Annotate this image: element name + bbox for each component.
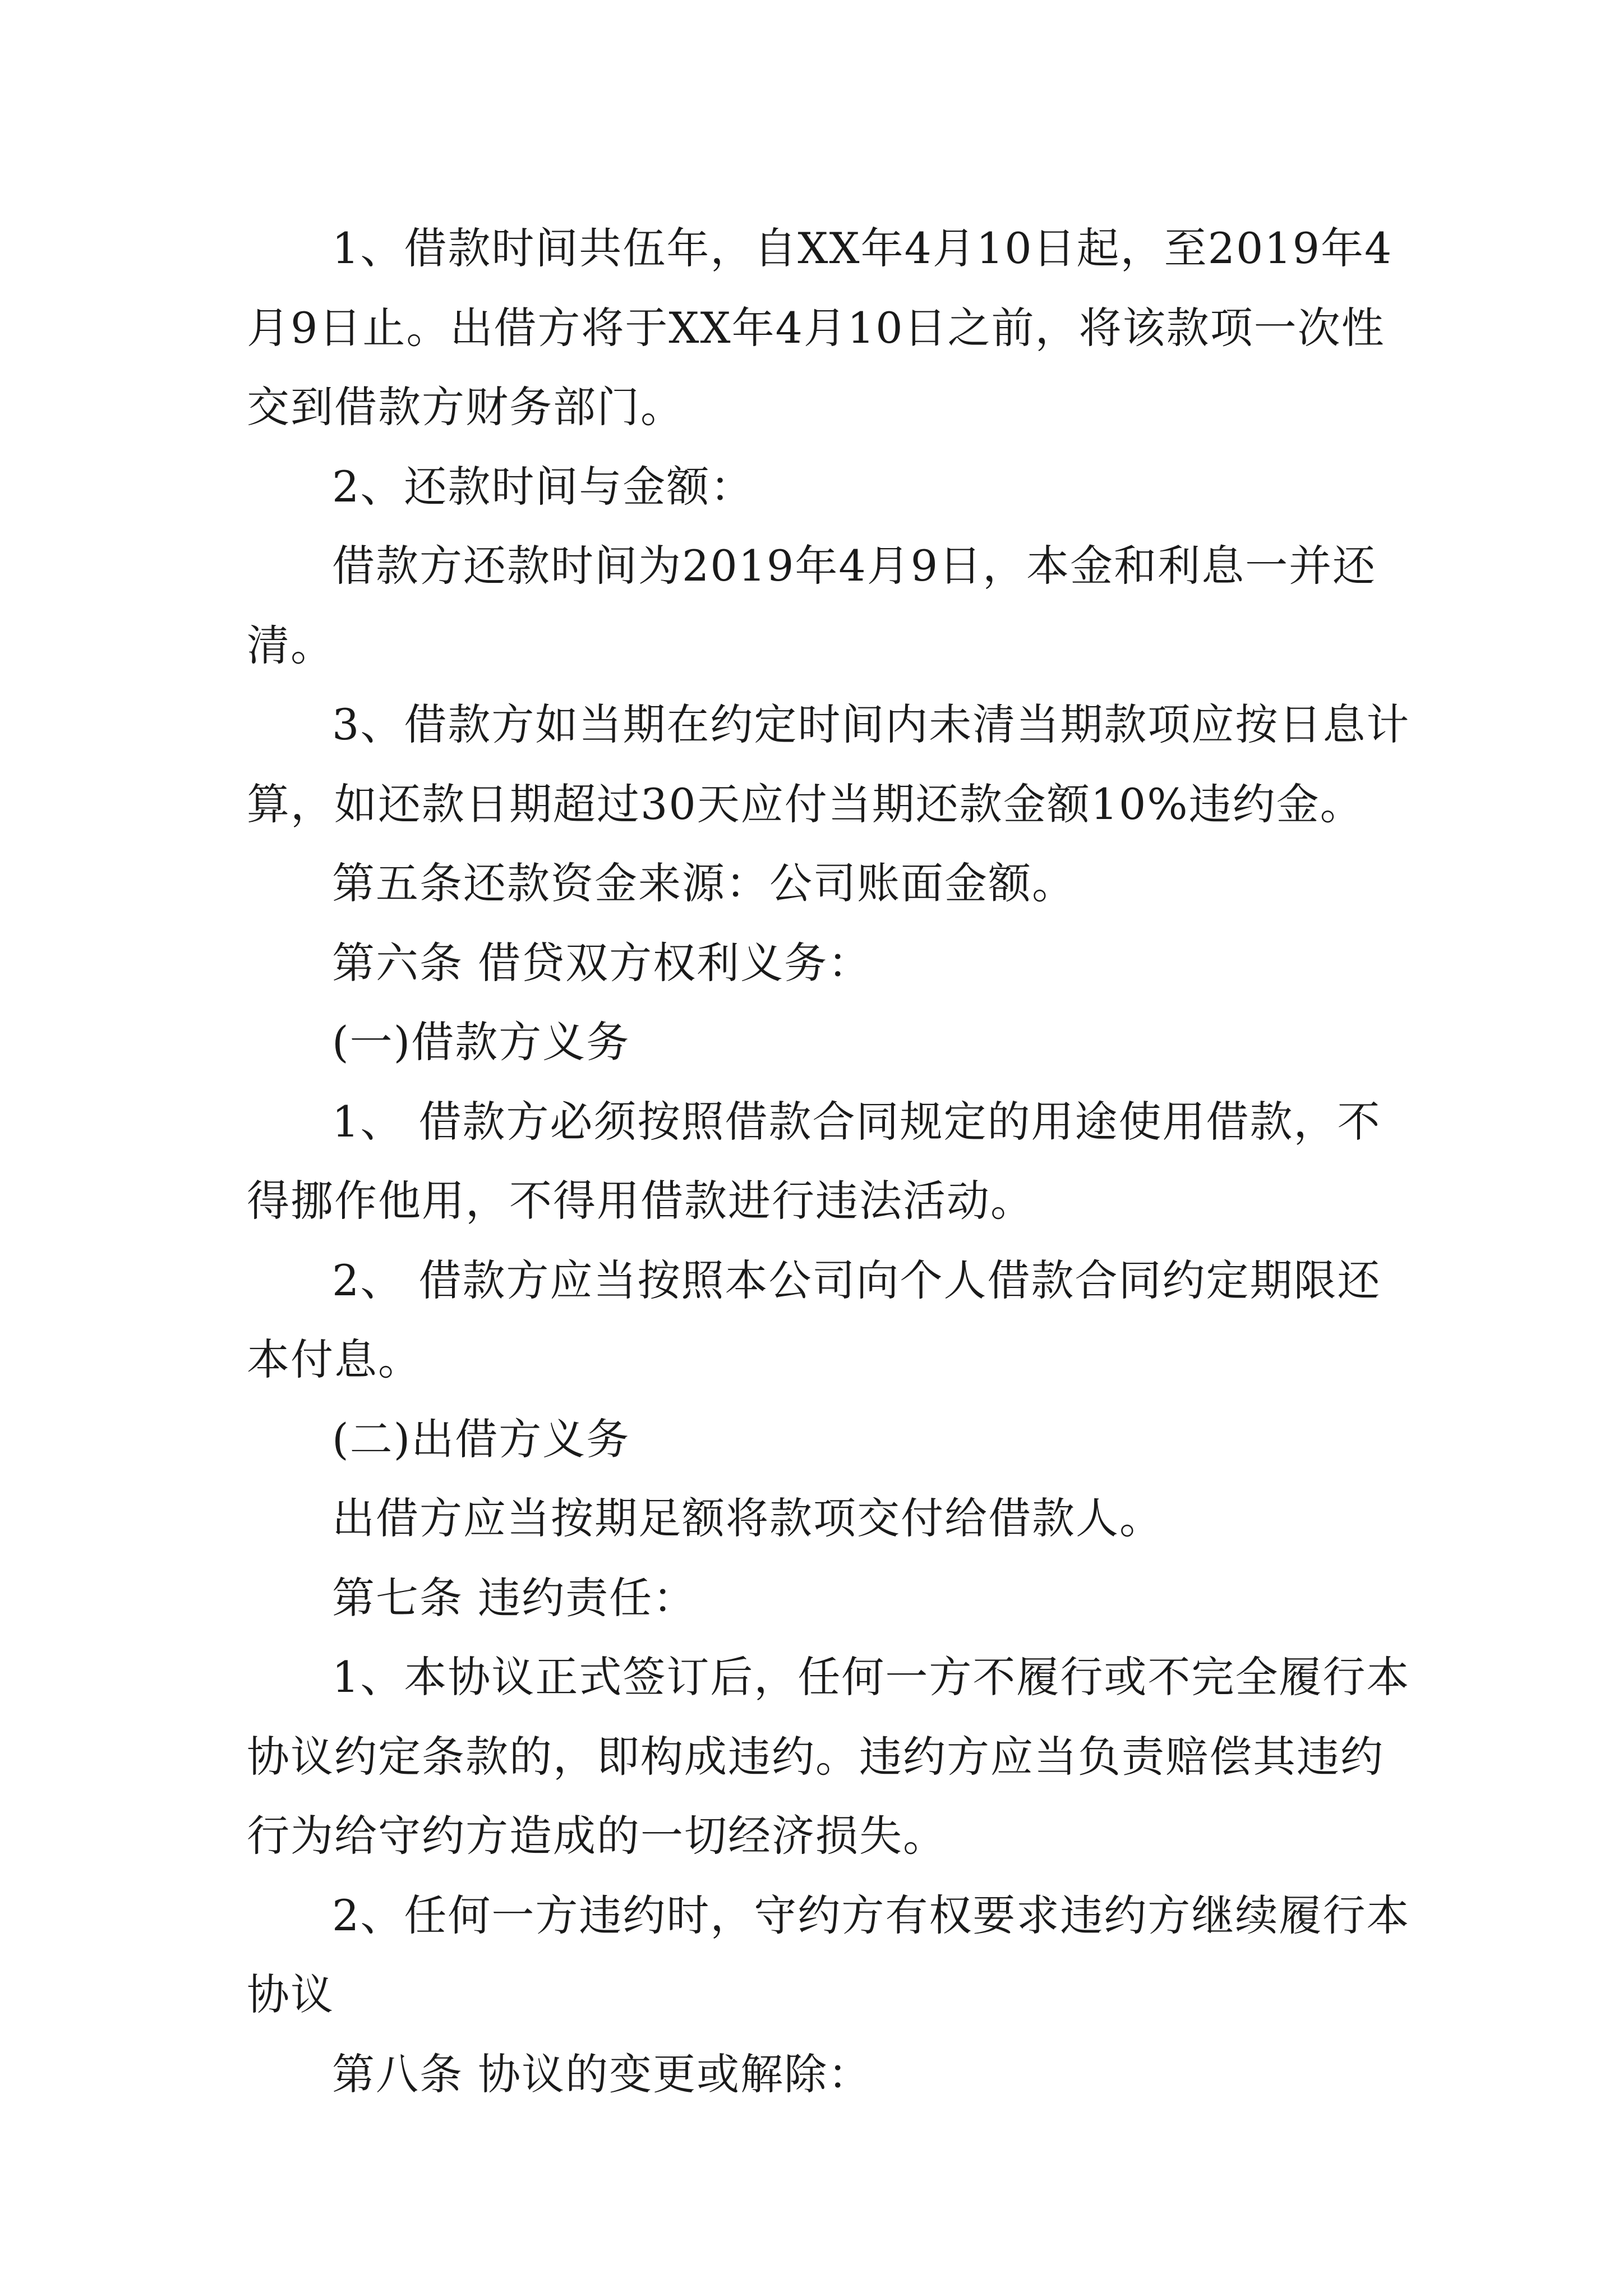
paragraph-lender-duty: 出借方应当按期足额将款项交付给借款人。 — [332, 1493, 1163, 1543]
paragraph-breach-1: 1、本协议正式签订后，任何一方不履行或不完全履行本协议约定条款的，即构成违约。违约方应当负责赔偿其违约行为给守约方造成的一切经济损失。 — [247, 1652, 1410, 1861]
paragraph-article-6: 第六条 借贷双方权利义务： — [332, 937, 872, 988]
paragraph-lender-duties-heading: (二)出借方义务 — [332, 1414, 630, 1464]
paragraph-late-penalty: 3、借款方如当期在约定时间内未清当期款项应按日息计算，如还款日期超过30天应付当期还款金额10%违约金。 — [247, 700, 1410, 829]
paragraph-article-7: 第七条 违约责任： — [332, 1572, 697, 1623]
paragraph-breach-2: 2、任何一方违约时，守约方有权要求违约方继续履行本协议 — [247, 1890, 1410, 2019]
document-body — [247, 209, 1413, 2114]
paragraph-borrower-duty-1: 1、 借款方必须按照借款合同规定的用途使用借款，不得挪作他用，不得用借款进行违法活动。 — [247, 1096, 1381, 1226]
paragraph-repayment-heading: 2、还款时间与金额： — [332, 461, 754, 512]
paragraph-borrower-duties-heading: (一)借款方义务 — [332, 1017, 630, 1067]
paragraph-loan-term: 1、借款时间共伍年，自XX年4月10日起，至2019年4月9日止。出借方将于XX年4月10日之前，将该款项一次性交到借款方财务部门。 — [247, 223, 1393, 432]
paragraph-article-8: 第八条 协议的变更或解除： — [332, 2049, 872, 2099]
paragraph-article-5: 第五条还款资金来源：公司账面金额。 — [332, 858, 1076, 908]
paragraph-borrower-duty-2: 2、 借款方应当按照本公司向个人借款合同约定期限还本付息。 — [247, 1255, 1381, 1384]
paragraph-repayment-time: 借款方还款时间为2019年4月9日，本金和利息一并还清。 — [247, 541, 1377, 670]
